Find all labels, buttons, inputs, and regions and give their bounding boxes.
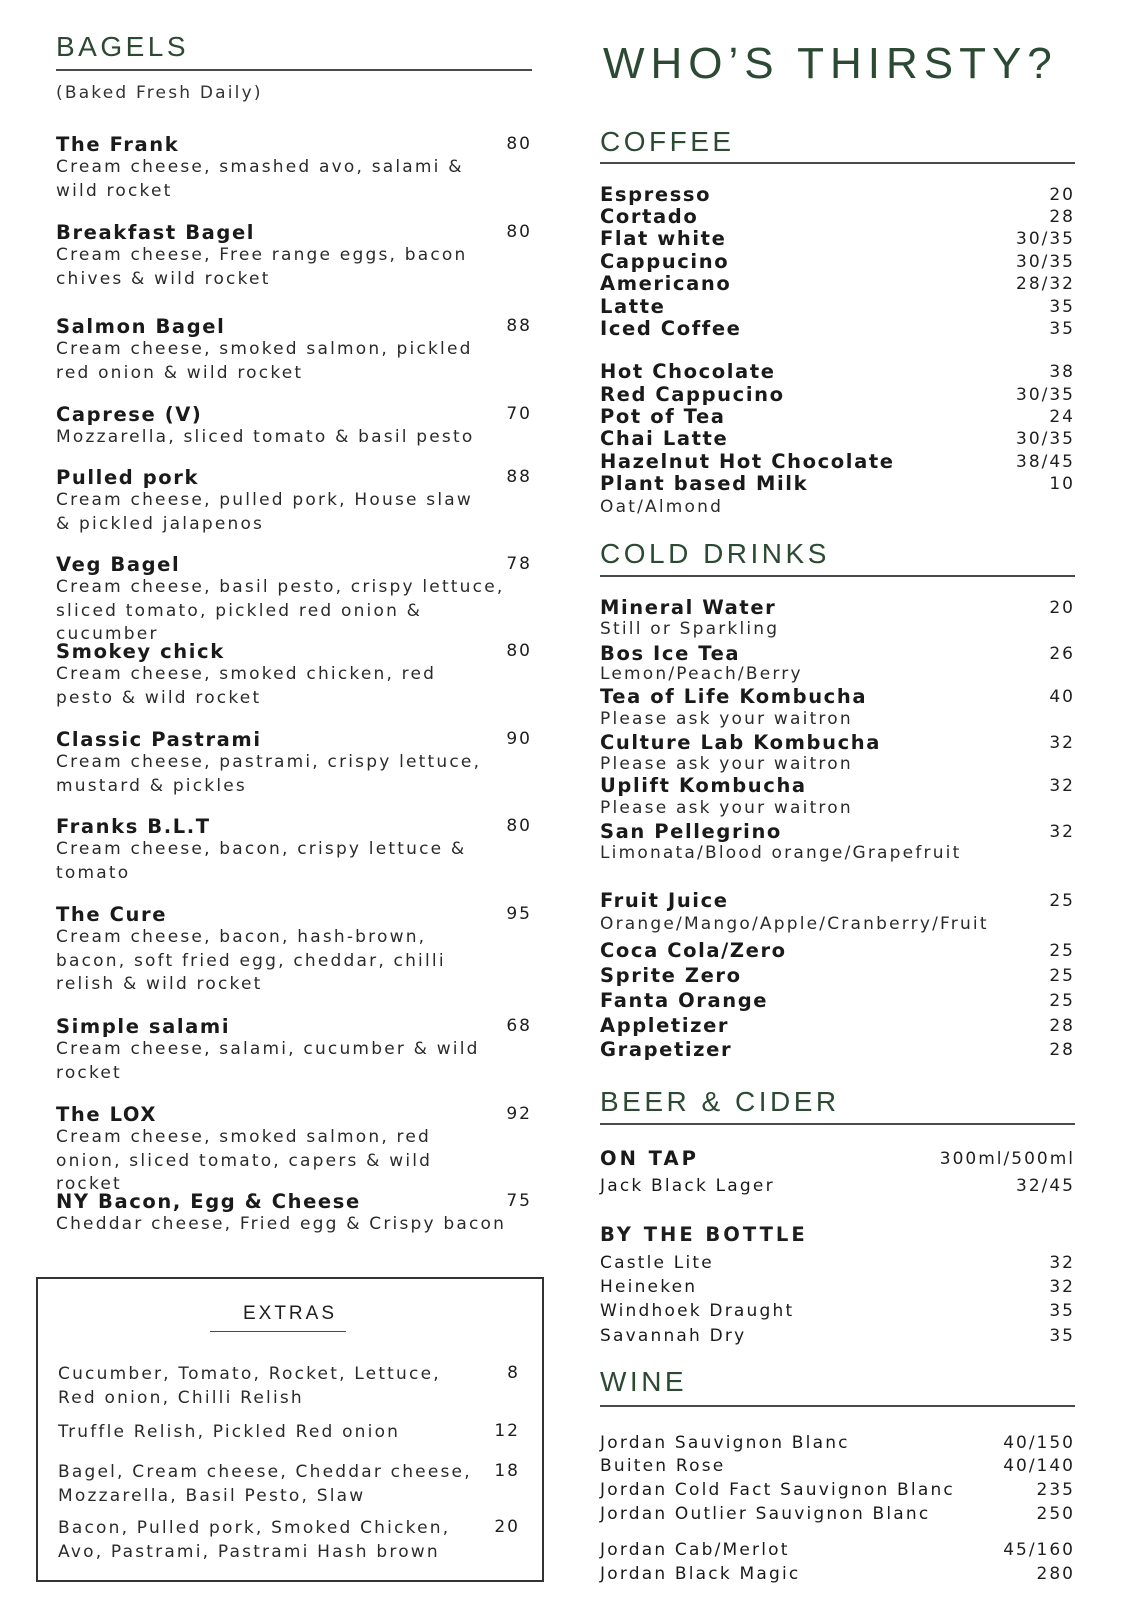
drink-price: 26 <box>1049 644 1075 664</box>
drink-subtitle: Please ask your waitron <box>600 798 853 818</box>
drink-name: Chai Latte <box>600 427 729 450</box>
drink-price: 25 <box>1049 966 1075 986</box>
drink-price: 20 <box>1049 598 1075 618</box>
wine-title: WINE <box>600 1366 688 1397</box>
cold-drinks-title: COLD DRINKS <box>600 538 830 569</box>
drink-name: Plant based Milk <box>600 472 809 495</box>
beer-item-windhoek-draught <box>600 1300 1075 1322</box>
drink-name: Savannah Dry <box>600 1326 747 1346</box>
item-name: Veg Bagel <box>56 553 181 576</box>
coffee-item-red-cappucino <box>600 384 1075 406</box>
drink-subtitle: Orange/Mango/Apple/Cranberry/Fruit <box>600 914 989 934</box>
item-description: Cream cheese, basil pesto, crispy lettuce, sliced tomato, pickled red onion & cucumber <box>56 577 505 644</box>
menu-item-the-frank <box>56 133 532 203</box>
drink-name: Jordan Cold Fact Sauvignon Blanc <box>600 1480 955 1500</box>
item-description: Cream cheese, Free range eggs, bacon chives & wild rocket <box>56 245 468 289</box>
drink-name: Windhoek Draught <box>600 1301 795 1321</box>
bagels-note: (Baked Fresh Daily) <box>56 83 263 103</box>
drink-price: 10 <box>1049 474 1075 494</box>
menu-item-veg-bagel <box>56 553 532 647</box>
drink-price: 45/160 <box>1003 1540 1075 1560</box>
drinks-title: WHO’S THIRSTY? <box>603 39 1058 88</box>
item-name: Franks B.L.T <box>56 815 211 838</box>
drink-price: 30/35 <box>1016 229 1075 249</box>
item-name: Smokey chick <box>56 640 225 663</box>
extra-description: Truffle Relish, Pickled Red onion <box>58 1422 401 1442</box>
drink-price: 35 <box>1049 319 1075 339</box>
on-tap-sizes: 300ml/500ml <box>939 1149 1075 1169</box>
menu-item-salmon-bagel <box>56 315 532 385</box>
item-description: Cream cheese, salami, cucumber & wild rocket <box>56 1039 480 1083</box>
cold-item-appletizer <box>600 1015 1075 1037</box>
drink-price: 40/150 <box>1003 1433 1075 1453</box>
drink-name: Jordan Outlier Sauvignon Blanc <box>600 1504 931 1524</box>
drink-subtitle: Lemon/Peach/Berry <box>600 664 803 684</box>
drink-name: Americano <box>600 272 732 295</box>
drink-price: 30/35 <box>1016 385 1075 405</box>
item-name: Simple salami <box>56 1015 231 1038</box>
drink-name: Red Cappucino <box>600 383 785 406</box>
cold-item-coca-cola-zero <box>600 940 1075 962</box>
drink-name: Jordan Cab/Merlot <box>600 1540 790 1560</box>
drink-price: 35 <box>1049 297 1075 317</box>
drink-price: 28 <box>1049 207 1075 227</box>
menu-item-the-cure <box>56 903 532 997</box>
item-name: NY Bacon, Egg & Cheese <box>56 1190 361 1213</box>
item-description: Cheddar cheese, Fried egg & Crispy bacon <box>56 1214 507 1234</box>
drink-name: Hazelnut Hot Chocolate <box>600 450 895 473</box>
extra-price: 18 <box>494 1461 520 1481</box>
drink-price: 35 <box>1049 1301 1075 1321</box>
coffee-divider <box>600 162 1075 164</box>
item-price: 95 <box>506 904 532 924</box>
beer-item-savannah-dry <box>600 1325 1075 1347</box>
drink-price: 35 <box>1049 1326 1075 1346</box>
drink-name: Jordan Sauvignon Blanc <box>600 1433 850 1453</box>
coffee-item-americano <box>600 273 1075 295</box>
item-price: 80 <box>506 641 532 661</box>
drink-name: Jack Black Lager <box>600 1176 775 1196</box>
item-name: Classic Pastrami <box>56 728 262 751</box>
menu-item-smokey-chick <box>56 640 532 710</box>
menu-item-pulled-pork <box>56 466 532 536</box>
beer-item-jack-black-lager <box>600 1175 1075 1197</box>
extra-price: 20 <box>494 1517 520 1537</box>
cold-item-grapetizer <box>600 1039 1075 1061</box>
cold-item-culture-lab-kombucha <box>600 732 1075 754</box>
drink-price: 32 <box>1049 1253 1075 1273</box>
wine-item-jordan-cold-fact <box>600 1479 1075 1501</box>
menu-item-ny-bacon-egg-cheese <box>56 1190 532 1237</box>
drink-name: Heineken <box>600 1277 698 1297</box>
drink-name: Pot of Tea <box>600 405 726 428</box>
drink-price: 32 <box>1049 733 1075 753</box>
coffee-item-iced-coffee <box>600 318 1075 340</box>
drink-price: 280 <box>1036 1564 1075 1584</box>
drink-name: Fruit Juice <box>600 889 729 912</box>
drink-name: Coca Cola/Zero <box>600 939 787 962</box>
drink-price: 30/35 <box>1016 252 1075 272</box>
on-tap-header <box>600 1148 1075 1170</box>
wine-item-jordan-sauvignon-blanc <box>600 1432 1075 1454</box>
item-price: 80 <box>506 816 532 836</box>
coffee-item-cappucino <box>600 251 1075 273</box>
coffee-item-latte <box>600 296 1075 318</box>
extra-description: Cucumber, Tomato, Rocket, Lettuce, Red onion, Chilli Relish <box>58 1364 441 1408</box>
milk-options: Oat/Almond <box>600 497 724 517</box>
drink-name: Bos Ice Tea <box>600 642 741 665</box>
drink-name: Sprite Zero <box>600 964 742 987</box>
item-description: Cream cheese, smoked salmon, red onion, sliced tomato, capers & wild rocket <box>56 1127 433 1194</box>
drink-name: Flat white <box>600 227 727 250</box>
coffee-title: COFFEE <box>600 126 735 157</box>
item-price: 92 <box>506 1104 532 1124</box>
wine-item-jordan-outlier <box>600 1503 1075 1525</box>
extras-title: EXTRAS <box>242 1303 338 1324</box>
drink-name: Appletizer <box>600 1014 730 1037</box>
item-name: Caprese (V) <box>56 403 203 426</box>
drink-price: 32/45 <box>1016 1176 1075 1196</box>
drink-name: Cortado <box>600 205 699 228</box>
item-price: 68 <box>506 1016 532 1036</box>
item-price: 90 <box>506 729 532 749</box>
menu-item-the-lox <box>56 1103 532 1197</box>
coffee-item-pot-of-tea <box>600 406 1075 428</box>
extra-description: Bagel, Cream cheese, Cheddar cheese, Mozzarella, Basil Pesto, Slaw <box>58 1462 472 1506</box>
extra-description: Bacon, Pulled pork, Smoked Chicken, Avo, Pastrami, Pastrami Hash brown <box>58 1518 451 1562</box>
drink-name: Iced Coffee <box>600 317 742 340</box>
menu-item-franks-blt <box>56 815 532 885</box>
drink-name: San Pellegrino <box>600 820 782 843</box>
item-description: Cream cheese, smoked chicken, red pesto & wild rocket <box>56 664 437 708</box>
item-description: Cream cheese, pastrami, crispy lettuce, mustard & pickles <box>56 752 482 796</box>
drink-name: Cappucino <box>600 250 730 273</box>
item-price: 80 <box>506 222 532 242</box>
coffee-item-plant-based-milk <box>600 473 1075 495</box>
item-price: 80 <box>506 134 532 154</box>
drink-price: 235 <box>1036 1480 1075 1500</box>
by-the-bottle-label: BY THE BOTTLE <box>600 1223 808 1246</box>
cold-item-bos-ice-tea <box>600 643 1075 665</box>
menu-item-classic-pastrami <box>56 728 532 798</box>
menu-item-caprese <box>56 403 532 450</box>
extras-box <box>36 1277 544 1582</box>
drink-name: Fanta Orange <box>600 989 769 1012</box>
drink-name: Espresso <box>600 183 712 206</box>
drink-price: 32 <box>1049 822 1075 842</box>
bagels-title: BAGELS <box>56 31 190 62</box>
coffee-item-chai-latte <box>600 428 1075 450</box>
drink-price: 24 <box>1049 407 1075 427</box>
drink-name: Tea of Life Kombucha <box>600 685 868 708</box>
coffee-item-hazelnut-hot-chocolate <box>600 451 1075 473</box>
drink-price: 28 <box>1049 1016 1075 1036</box>
beer-cider-divider <box>600 1123 1075 1125</box>
drink-price: 28 <box>1049 1040 1075 1060</box>
cold-item-san-pellegrino <box>600 821 1075 843</box>
drink-name: Hot Chocolate <box>600 360 776 383</box>
item-name: The Cure <box>56 903 168 926</box>
bagels-divider <box>56 69 532 71</box>
drink-price: 40/140 <box>1003 1456 1075 1476</box>
menu-item-simple-salami <box>56 1015 532 1085</box>
extra-item <box>58 1461 520 1508</box>
wine-item-buiten-rose <box>600 1455 1075 1477</box>
cold-item-uplift-kombucha <box>600 775 1075 797</box>
drink-subtitle: Limonata/Blood orange/Grapefruit <box>600 843 962 863</box>
beer-item-castle-lite <box>600 1252 1075 1274</box>
cold-item-sprite-zero <box>600 965 1075 987</box>
coffee-item-espresso <box>600 184 1075 206</box>
cold-item-mineral-water <box>600 597 1075 619</box>
extra-item <box>58 1421 520 1445</box>
drink-price: 28/32 <box>1016 274 1075 294</box>
item-price: 75 <box>506 1191 532 1211</box>
item-name: Salmon Bagel <box>56 315 226 338</box>
item-price: 78 <box>506 554 532 574</box>
coffee-item-hot-chocolate <box>600 361 1075 383</box>
item-name: The LOX <box>56 1103 158 1126</box>
drink-price: 250 <box>1036 1504 1075 1524</box>
drink-subtitle: Please ask your waitron <box>600 709 853 729</box>
beer-cider-title: BEER & CIDER <box>600 1086 840 1117</box>
drink-subtitle: Still or Sparkling <box>600 619 780 639</box>
drink-name: Castle Lite <box>600 1253 714 1273</box>
wine-item-jordan-cab-merlot <box>600 1539 1075 1561</box>
beer-item-heineken <box>600 1276 1075 1298</box>
drink-price: 25 <box>1049 941 1075 961</box>
drink-price: 20 <box>1049 185 1075 205</box>
item-description: Cream cheese, smoked salmon, pickled red onion & wild rocket <box>56 339 473 383</box>
wine-divider <box>600 1405 1075 1407</box>
wine-item-jordan-black-magic <box>600 1563 1075 1585</box>
item-name: The Frank <box>56 133 180 156</box>
drink-price: 25 <box>1049 991 1075 1011</box>
drink-price: 38 <box>1049 362 1075 382</box>
cold-drinks-divider <box>600 575 1075 577</box>
item-description: Cream cheese, bacon, hash-brown, bacon, soft fried egg, cheddar, chilli relish & wild rocket <box>56 927 446 994</box>
item-price: 88 <box>506 467 532 487</box>
drink-price: 30/35 <box>1016 429 1075 449</box>
extra-price: 12 <box>494 1421 520 1441</box>
item-price: 88 <box>506 316 532 336</box>
drink-price: 32 <box>1049 776 1075 796</box>
coffee-item-flat-white <box>600 228 1075 250</box>
cold-item-fruit-juice <box>600 890 1075 912</box>
menu-item-breakfast-bagel <box>56 221 532 291</box>
extra-item <box>58 1517 520 1564</box>
item-name: Pulled pork <box>56 466 200 489</box>
extra-item <box>58 1363 520 1410</box>
drink-price: 40 <box>1049 687 1075 707</box>
drink-subtitle: Please ask your waitron <box>600 754 853 774</box>
extra-price: 8 <box>507 1363 520 1383</box>
drink-name: Latte <box>600 295 666 318</box>
on-tap-label: ON TAP <box>600 1147 699 1170</box>
cold-item-fanta-orange <box>600 990 1075 1012</box>
item-description: Mozzarella, sliced tomato & basil pesto <box>56 427 475 447</box>
item-price: 70 <box>506 404 532 424</box>
drink-name: Uplift Kombucha <box>600 774 807 797</box>
cold-item-tea-of-life-kombucha <box>600 686 1075 708</box>
drink-name: Mineral Water <box>600 596 777 619</box>
drink-price: 38/45 <box>1016 452 1075 472</box>
drink-price: 32 <box>1049 1277 1075 1297</box>
drink-name: Buiten Rose <box>600 1456 726 1476</box>
item-description: Cream cheese, bacon, crispy lettuce & tomato <box>56 839 467 883</box>
drink-name: Jordan Black Magic <box>600 1564 801 1584</box>
item-description: Cream cheese, smashed avo, salami & wild rocket <box>56 157 464 201</box>
drink-name: Culture Lab Kombucha <box>600 731 881 754</box>
coffee-item-cortado <box>600 206 1075 228</box>
drink-price: 25 <box>1049 891 1075 911</box>
drink-name: Grapetizer <box>600 1038 733 1061</box>
extras-divider <box>210 1331 346 1332</box>
item-name: Breakfast Bagel <box>56 221 256 244</box>
item-description: Cream cheese, pulled pork, House slaw & pickled jalapenos <box>56 490 473 534</box>
